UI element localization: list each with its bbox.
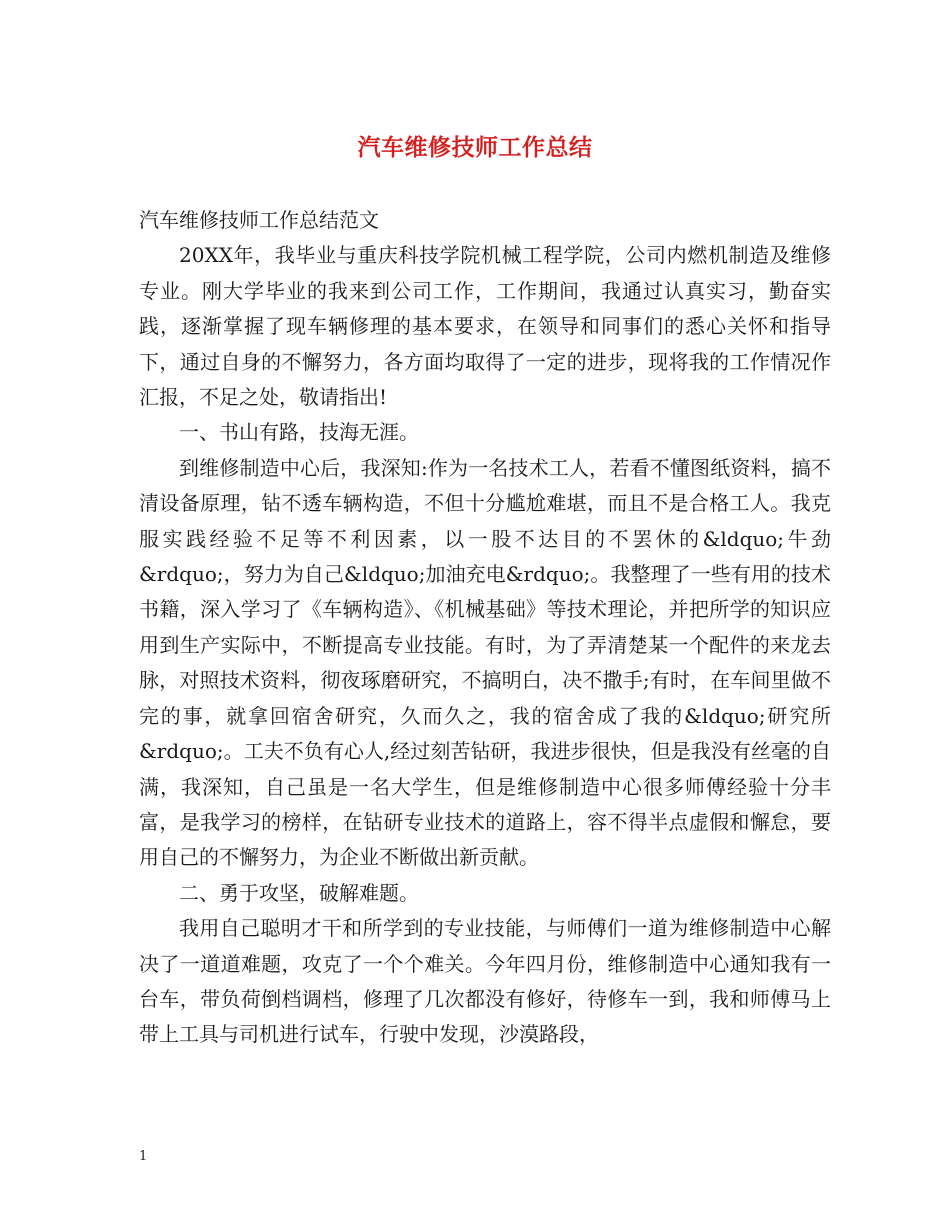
section-2-paragraph: 我用自己聪明才干和所学到的专业技能，与师傅们一道为维修制造中心解决了一道道难题，攻克了一个个难关。今年四月份，维修制造中心通知我有一台车，带负荷倒档调档，修理了几次都没有修好，待修车一到，我和师傅马上带上工具与司机进行试车，行驶中发现，沙漠路段， bbox=[139, 916, 831, 1047]
page-number: 1 bbox=[139, 1149, 148, 1164]
section-heading-2: 二、勇于攻坚，破解难题。 bbox=[179, 880, 419, 905]
section-heading-1: 一、书山有路，技海无涯。 bbox=[179, 420, 419, 445]
section-1-paragraph: 到维修制造中心后，我深知:作为一名技术工人，若看不懂图纸资料，搞不清设备原理，钻不透车辆构造，不但十分尴尬难堪，而且不是合格工人。我克服实践经验不足等不利因素，以一股不达目的不罢休的&ldquo;牛劲&rdquo;，努力为自己&ldquo;加油充电&rdquo;。我整理了一些有用的技术书籍，深入学习了《车辆构造》、《机械基础》等技术理论，并把所学的知识应用到生产实际中，不断提高专业技能。有时，为了弄清楚某一个配件的来龙去脉，对照技术资料，彻夜琢磨研究，不搞明白，决不撒手;有时，在车间里做不完的事，就拿回宿舍研究，久而久之，我的宿舍成了我的&ldquo;研究所&rdquo;。工夫不负有心人,经过刻苦钻研，我进步很快，但是我没有丝毫的自满，我深知，自己虽是一名大学生，但是维修制造中心很多师傅经验十分丰富，是我学习的榜样，在钻研专业技术的道路上，容不得半点虚假和懈怠，要用自己的不懈努力，为企业不断做出新贡献。 bbox=[139, 455, 831, 870]
document-title: 汽车维修技师工作总结 bbox=[357, 134, 593, 161]
subtitle-paragraph: 汽车维修技师工作总结范文 bbox=[139, 208, 379, 232]
document-body bbox=[139, 203, 831, 1053]
intro-paragraph: 20XX年，我毕业与重庆科技学院机械工程学院，公司内燃机制造及维修专业。刚大学毕业的我来到公司工作，工作期间，我通过认真实习，勤奋实践，逐渐掌握了现车辆修理的基本要求，在领导和同事们的悉心关怀和指导下，通过自身的不懈努力，各方面均取得了一定的进步，现将我的工作情况作汇报，不足之处，敬请指出! bbox=[139, 243, 831, 410]
